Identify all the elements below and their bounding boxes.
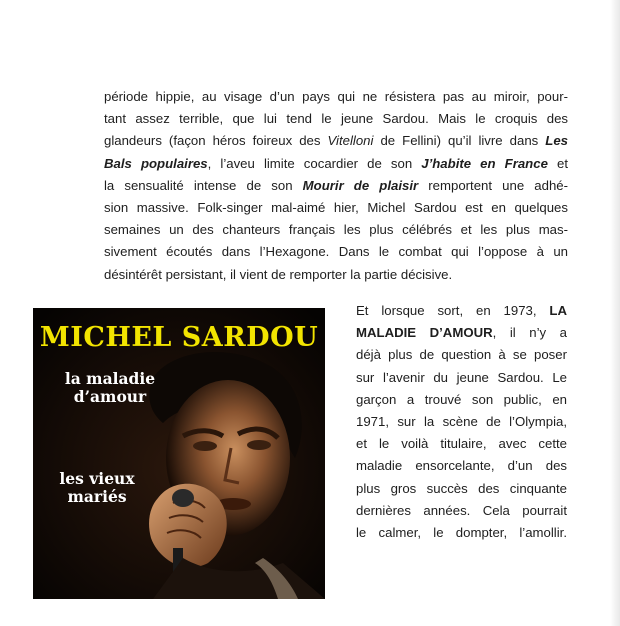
- right-paragraph-line: plus gros succès des cinquante: [356, 480, 567, 496]
- album-cover-image: [33, 308, 325, 599]
- body-paragraph-top: [104, 86, 568, 286]
- top-paragraph-line: sivement écoutés dans l’Hexagone. Dans le combat qui l’oppose à un: [104, 244, 568, 260]
- album-title-1: [55, 370, 165, 406]
- right-paragraph-line: dernières années. Cela pourrait: [356, 502, 567, 518]
- right-paragraph-line: garçon a trouvé son public, en: [356, 391, 567, 407]
- song-title: Mourir de plaisir: [302, 177, 419, 193]
- album-title-2: [47, 470, 147, 506]
- right-paragraph-line: maladie ensorcelante, d’un des: [356, 458, 567, 474]
- top-paragraph-line: tant assez terrible, que lui tend le jeune Sardou. Mais le croquis des: [104, 111, 568, 127]
- right-paragraph-line: 1971, sur la scène de l’Olympia,: [356, 413, 567, 429]
- right-paragraph-line: MALADIE D’AMOUR, il n’y a: [356, 325, 567, 341]
- top-paragraph-line: désintérêt persistant, il vient de remporter la partie décisive.: [104, 266, 453, 282]
- right-paragraph-line: déjà plus de question à se poser: [356, 347, 567, 363]
- album-title-2-line-1: les vieux: [59, 469, 135, 488]
- page-edge-shadow: [610, 0, 620, 626]
- top-paragraph-line: sion massive. Folk-singer mal-aimé hier, Michel Sardou est en quelques: [104, 199, 568, 215]
- top-paragraph-line: glandeurs (façon héros foireux des Vitelloni de Fellini) qu’il livre dans Les: [104, 133, 568, 149]
- album-title-ref: LA: [549, 303, 567, 318]
- top-paragraph-line: période hippie, au visage d’un pays qui ne résistera pas au miroir, pour-: [104, 89, 568, 104]
- song-title: J’habite en France: [421, 155, 548, 171]
- right-paragraph-line: Et lorsque sort, en 1973, LA: [356, 303, 567, 318]
- album-title-1-line-1: la maladie: [64, 369, 156, 388]
- top-paragraph-line: la sensualité intense de son Mourir de plaisir remportent une adhé-: [104, 177, 569, 193]
- right-paragraph-line: sur l’avenir du jeune Sardou. Le: [356, 369, 567, 385]
- song-title: Bals populaires: [104, 155, 208, 171]
- right-paragraph-line: le calmer, le dompter, l’amollir.: [356, 524, 567, 540]
- song-title: Les: [545, 133, 568, 149]
- body-paragraph-right: [356, 300, 567, 544]
- album-title-2-line-2: mariés: [67, 487, 127, 506]
- right-paragraph-line: et le voilà titulaire, avec cette: [356, 436, 567, 452]
- album-title-1-line-2: d’amour: [73, 387, 147, 406]
- album-artist-name: MICHEL SARDOU: [39, 322, 319, 353]
- album-title-ref: MALADIE D’AMOUR: [356, 325, 493, 341]
- film-title: Vitelloni: [327, 133, 374, 149]
- top-paragraph-line: Bals populaires, l’aveu limite cocardier de son J’habite en France et: [104, 155, 568, 171]
- top-paragraph-line: semaines un des chanteurs français les plus célébrés et les plus mas-: [104, 222, 568, 238]
